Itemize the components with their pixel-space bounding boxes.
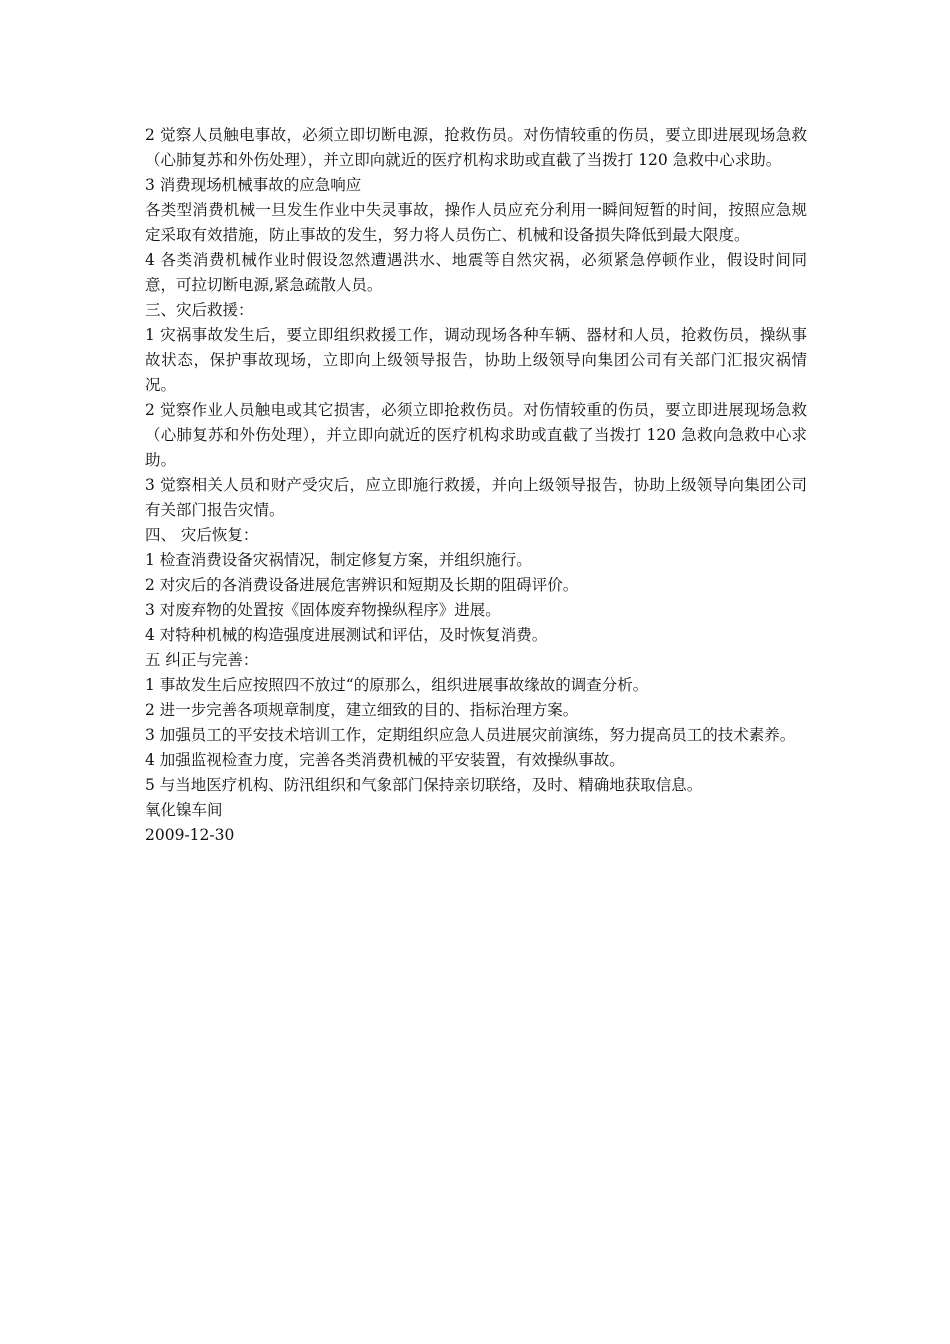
paragraph-correction-2: 2 进一步完善各项规章制度，建立细致的目的、指标治理方案。 <box>145 701 579 719</box>
paragraph-correction-5: 5 与当地医疗机构、防汛组织和气象部门保持亲切联络，及时、精确地获取信息。 <box>145 776 703 794</box>
signature-department: 氧化镍车间 <box>145 801 223 819</box>
paragraph-recovery-1: 1 检查消费设备灾祸情况，制定修复方案，并组织施行。 <box>145 551 532 569</box>
paragraph-rescue-2: 2 觉察作业人员触电或其它损害，必须立即抢救伤员。对伤情较重的伤员，要立即进展现场急救（心肺复苏和外伤处理），并立即向就近的医疗机构求助或直截了当拨打 120 急救向急救中心求助。 <box>145 401 807 469</box>
paragraph-rescue-3: 3 觉察相关人员和财产受灾后，应立即施行救援，并向上级领导报告，协助上级领导向集团公司有关部门报告灾情。 <box>145 476 807 519</box>
paragraph-rescue-1: 1 灾祸事故发生后，要立即组织救援工作，调动现场各种车辆、器材和人员，抢救伤员，操纵事故状态，保护事故现场，立即向上级领导报告，协助上级领导向集团公司有关部门汇报灾祸情况。 <box>145 326 807 394</box>
paragraph-electric-shock: 2 觉察人员触电事故，必须立即切断电源，抢救伤员。对伤情较重的伤员，要立即进展现场急救（心肺复苏和外伤处理），并立即向就近的医疗机构求助或直截了当拨打 120 急救中心求助。 <box>145 126 807 169</box>
section-heading-correction: 五 纠正与完善： <box>145 651 259 669</box>
paragraph-machinery-failure: 各类型消费机械一旦发生作业中失灵事故，操作人员应充分利用一瞬间短暂的时间，按照应急规定采取有效措施，防止事故的发生，努力将人员伤亡、机械和设备损失降低到最大限度。 <box>145 201 807 244</box>
paragraph-natural-disaster: 4 各类消费机械作业时假设忽然遭遇洪水、地震等自然灾祸，必须紧急停顿作业，假设时间同意，可拉切断电源,紧急疏散人员。 <box>145 251 807 294</box>
paragraph-recovery-3: 3 对废弃物的处置按《固体废弃物操纵程序》进展。 <box>145 601 501 619</box>
section-heading-machinery-response: 3 消费现场机械事故的应急响应 <box>145 176 362 194</box>
document-body <box>145 123 807 848</box>
paragraph-correction-1: 1 事故发生后应按照四不放过“的原那么，组织进展事故缘故的调查分析。 <box>145 676 649 694</box>
paragraph-correction-4: 4 加强监视检查力度，完善各类消费机械的平安装置，有效操纵事故。 <box>145 751 625 769</box>
paragraph-correction-3: 3 加强员工的平安技术培训工作，定期组织应急人员进展灾前演练，努力提高员工的技术素养。 <box>145 726 796 744</box>
paragraph-recovery-4: 4 对特种机械的构造强度进展测试和评估，及时恢复消费。 <box>145 626 548 644</box>
section-heading-recovery: 四、 灾后恢复： <box>145 526 259 544</box>
signature-date: 2009-12-30 <box>145 826 235 844</box>
section-heading-rescue: 三、灾后救援： <box>145 301 254 319</box>
paragraph-recovery-2: 2 对灾后的各消费设备进展危害辨识和短期及长期的阻碍评价。 <box>145 576 579 594</box>
